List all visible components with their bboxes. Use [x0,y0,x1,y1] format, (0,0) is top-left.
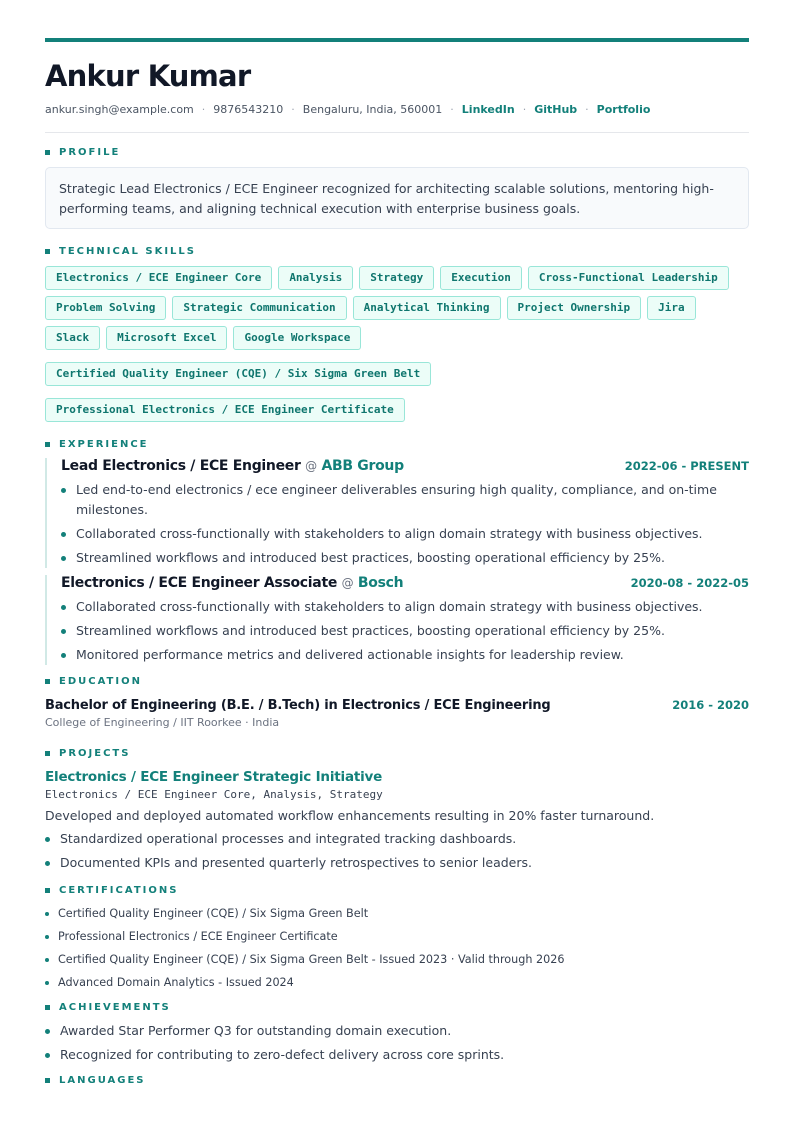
job-role: Lead Electronics / ECE Engineer [61,458,301,474]
section-marker-icon [45,150,50,155]
company-name: Bosch [357,575,404,591]
section-title-text: LANGUAGES [59,1075,146,1086]
experience-header [61,458,749,474]
separator: · [450,103,454,116]
job-dates: 2022-06 - PRESENT [624,459,749,473]
job-title [61,575,403,591]
skill-chip: Slack [45,326,100,350]
experience-entry [45,575,749,665]
list-item: Collaborated cross-functionally with stakeholders to align domain strategy with business objectives. [61,597,749,617]
profile-summary: Strategic Lead Electronics / ECE Engineer recognized for architecting scalable solutions, mentoring high-performing teams, and aligning technical execution with enterprise business goals. [45,167,749,229]
certifications-list [45,905,749,992]
experience-entry [45,458,749,568]
section-marker-icon [45,1078,50,1083]
experience-header [61,575,749,591]
list-item: Documented KPIs and presented quarterly retrospectives to senior leaders. [45,853,749,873]
section-title-text: PROJECTS [59,748,131,759]
at-symbol: @ [305,459,317,473]
skill-chip: Microsoft Excel [106,326,227,350]
separator: · [585,103,589,116]
candidate-name: Ankur Kumar [45,59,251,93]
section-title-projects [45,748,749,759]
company-name: ABB Group [321,458,404,474]
list-item: Certified Quality Engineer (CQE) / Six Sigma Green Belt - Issued 2023 · Valid through 2026 [45,951,749,969]
section-title-text: ACHIEVEMENTS [59,1002,171,1013]
skill-chip: Strategy [359,266,434,290]
project-bullets [45,829,749,873]
skill-chip: Jira [647,296,696,320]
skill-chip: Electronics / ECE Engineer Core [45,266,272,290]
project-description: Developed and deployed automated workflow enhancements resulting in 20% faster turnaround. [45,808,655,823]
section-marker-icon [45,888,50,893]
section-title-text: EXPERIENCE [59,439,149,450]
section-title-skills [45,246,749,257]
section-title-text: CERTIFICATIONS [59,885,179,896]
section-title-languages [45,1075,749,1086]
section-marker-icon [45,751,50,756]
separator: · [522,103,527,116]
section-title-text: TECHNICAL SKILLS [59,246,196,257]
list-item: Streamlined workflows and introduced best practices, boosting operational efficiency by 25%. [61,621,749,641]
section-title-profile [45,147,749,158]
header-divider [45,132,749,133]
section-title-education [45,676,749,687]
contact-email[interactable]: ankur.singh@example.com [45,103,194,116]
project-tech-stack: Electronics / ECE Engineer Core, Analysis, Strategy [45,788,383,801]
skill-chip: Problem Solving [45,296,166,320]
list-item: Led end-to-end electronics / ece engineer deliverables ensuring high quality, compliance, and on-time milestones. [61,480,749,520]
portfolio-link[interactable]: Portfolio [596,103,651,116]
skill-chip: Google Workspace [233,326,361,350]
list-item: Professional Electronics / ECE Engineer Certificate [45,928,749,946]
job-role: Electronics / ECE Engineer Associate [61,575,338,591]
list-item: Awarded Star Performer Q3 for outstanding domain execution. [45,1021,749,1041]
section-title-text: PROFILE [59,147,121,158]
list-item: Advanced Domain Analytics - Issued 2024 [45,974,749,992]
list-item: Collaborated cross-functionally with stakeholders to align domain strategy with business objectives. [61,524,749,544]
contact-line [45,103,749,116]
project-title: Electronics / ECE Engineer Strategic Initiative [45,769,383,785]
list-item: Streamlined workflows and introduced best practices, boosting operational efficiency by 25%. [61,548,749,568]
skill-chip: Professional Electronics / ECE Engineer Certificate [45,398,405,422]
job-title [61,458,404,474]
skill-chip: Project Ownership [507,296,642,320]
achievements-list [45,1021,749,1065]
section-title-certifications [45,885,749,896]
contact-phone: 9876543210 [213,103,284,116]
list-item: Recognized for contributing to zero-defect delivery across core sprints. [45,1045,749,1065]
separator: · [201,103,206,116]
section-marker-icon [45,249,50,254]
job-bullets [61,597,749,665]
section-marker-icon [45,679,50,684]
school-name: College of Engineering / IIT Roorkee · India [45,716,280,729]
skill-chip: Analytical Thinking [353,296,501,320]
list-item: Standardized operational processes and integrated tracking dashboards. [45,829,749,849]
skill-chip: Analysis [278,266,353,290]
job-bullets [61,480,749,568]
at-symbol: @ [341,576,354,590]
list-item: Monitored performance metrics and delivered actionable insights for leadership review. [61,645,749,665]
accent-top-bar [45,38,749,42]
separator: · [291,103,295,116]
resume-page [45,38,749,1086]
job-dates: 2020-08 - 2022-05 [630,576,749,590]
github-link[interactable]: GitHub [534,103,578,116]
skill-chip: Strategic Communication [172,296,346,320]
list-item: Certified Quality Engineer (CQE) / Six Sigma Green Belt [45,905,749,923]
contact-location: Bengaluru, India, 560001 [302,103,443,116]
education-dates: 2016 - 2020 [672,698,749,712]
education-header [45,698,749,713]
skill-chip: Cross-Functional Leadership [528,266,729,290]
section-marker-icon [45,442,50,447]
section-title-text: EDUCATION [59,676,142,687]
skill-chip: Execution [440,266,522,290]
skills-list [45,266,749,422]
skill-chip: Certified Quality Engineer (CQE) / Six Sigma Green Belt [45,362,431,386]
section-title-achievements [45,1002,749,1013]
degree-title: Bachelor of Engineering (B.E. / B.Tech) in Electronics / ECE Engineering [45,698,551,713]
section-title-experience [45,439,749,450]
section-marker-icon [45,1005,50,1010]
linkedin-link[interactable]: LinkedIn [461,103,515,116]
